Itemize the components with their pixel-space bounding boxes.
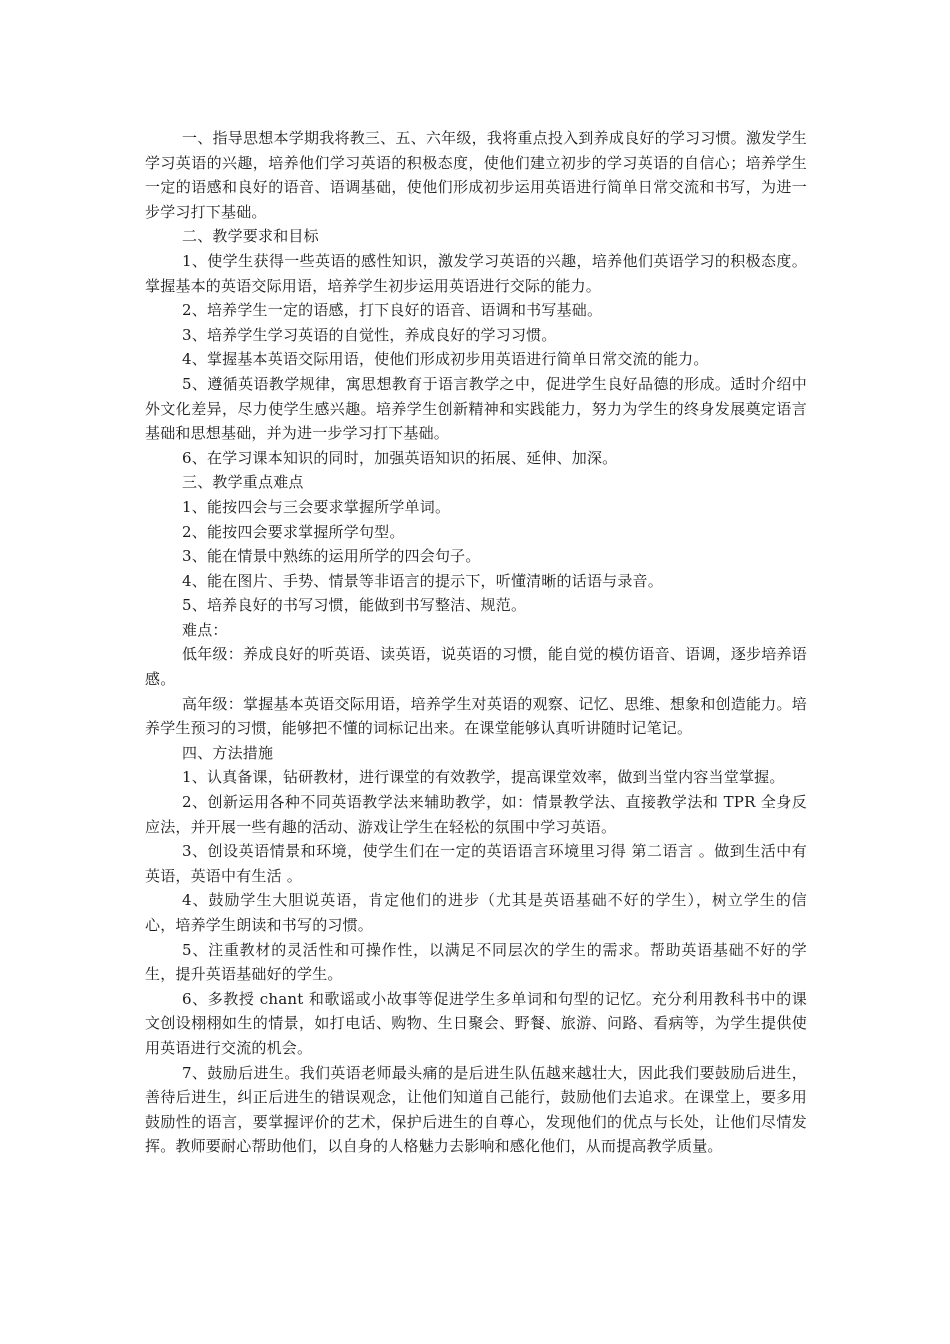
list-item: 2、创新运用各种不同英语教学法来辅助教学，如：情景教学法、直接教学法和 TPR 全身反应法，并开展一些有趣的活动、游戏让学生在轻松的氛围中学习英语。 xyxy=(145,793,807,836)
list-item: 4、能在图片、手势、情景等非语言的提示下，听懂清晰的话语与录音。 xyxy=(182,571,663,590)
paragraph-guiding-thought: 一、指导思想本学期我将教三、五、六年级，我将重点投入到养成良好的学习习惯。激发学生学习英语的兴趣，培养他们学习英语的积极态度，使他们建立初步的学习英语的自信心；培养学生一定的语感和良好的语音、语调基础，使他们形成初步运用英语进行简单日常交流和书写，为进一步学习打下基础。 xyxy=(145,129,807,221)
list-item: 6、多教授 chant 和歌谣或小故事等促进学生多单词和句型的记忆。充分利用教科书中的课文创设栩栩如生的情景，如打电话、购物、生日聚会、野餐、旅游、问路、看病等，为学生提供使用英语进行交流的机会。 xyxy=(145,989,807,1057)
list-item: 1、能按四会与三会要求掌握所学单词。 xyxy=(182,497,451,516)
list-item: 4、掌握基本英语交际用语，使他们形成初步用英语进行简单日常交流的能力。 xyxy=(182,350,709,369)
list-item: 3、创设英语情景和环境，使学生们在一定的英语语言环境里习得 第二语言 。做到生活中有英语，英语中有生活 。 xyxy=(145,842,807,885)
paragraph-lower-grade: 低年级：养成良好的听英语、读英语，说英语的习惯，能自觉的模仿语音、语调，逐步培养语感。 xyxy=(145,645,807,689)
heading-methods: 四、方法措施 xyxy=(182,743,274,762)
list-item: 1、认真备课，钻研教材，进行课堂的有效教学，提高课堂效率，做到当堂内容当堂掌握。 xyxy=(182,768,785,787)
subheading-difficulties: 难点： xyxy=(182,620,228,639)
heading-key-points: 三、教学重点难点 xyxy=(182,473,304,492)
list-item: 7、鼓励后进生。我们英语老师最头痛的是后进生队伍越来越壮大，因此我们要鼓励后进生，善待后进生，纠正后进生的错误观念，让他们知道自己能行，鼓励他们去追求。在课堂上，要多用鼓励性的语言，要掌握评价的艺术，保护后进生的自尊心，发现他们的优点与长处，让他们尽情发挥。教师要耐心帮助他们，以自身的人格魅力去影响和感化他们，从而提高教学质量。 xyxy=(145,1063,807,1156)
heading-requirements: 二、教学要求和目标 xyxy=(182,227,319,246)
list-item: 4、鼓励学生大胆说英语，肯定他们的进步（尤其是英语基础不好的学生），树立学生的信心，培养学生朗读和书写的习惯。 xyxy=(145,891,807,934)
list-item: 2、能按四会要求掌握所学句型。 xyxy=(182,522,405,541)
list-item: 3、培养学生学习英语的自觉性，养成良好的学习习惯。 xyxy=(182,325,557,344)
paragraph-upper-grade: 高年级：掌握基本英语交际用语，培养学生对英语的观察、记忆、思维、想象和创造能力。培养学生预习的习惯，能够把不懂的词标记出来。在课堂能够认真听讲随时记笔记。 xyxy=(145,694,807,738)
list-item: 5、遵循英语教学规律，寓思想教育于语言教学之中，促进学生良好品德的形成。适时介绍中外文化差异，尽力使学生感兴趣。培养学生创新精神和实践能力，努力为学生的终身发展奠定语言基础和思想基础，并为进一步学习打下基础。 xyxy=(145,374,807,443)
list-item: 5、注重教材的灵活性和可操作性，以满足不同层次的学生的需求。帮助英语基础不好的学生，提升英语基础好的学生。 xyxy=(145,940,807,984)
list-item: 6、在学习课本知识的同时，加强英语知识的拓展、延伸、加深。 xyxy=(182,448,618,467)
list-item: 3、能在情景中熟练的运用所学的四会句子。 xyxy=(182,547,481,566)
document-body xyxy=(145,126,807,1159)
list-item: 2、培养学生一定的语感，打下良好的语音、语调和书写基础。 xyxy=(182,301,603,320)
list-item: 5、培养良好的书写习惯，能做到书写整洁、规范。 xyxy=(182,596,527,615)
list-item: 1、使学生获得一些英语的感性知识，激发学习英语的兴趣，培养他们英语学习的积极态度。掌握基本的英语交际用语，培养学生初步运用英语进行交际的能力。 xyxy=(145,251,807,295)
